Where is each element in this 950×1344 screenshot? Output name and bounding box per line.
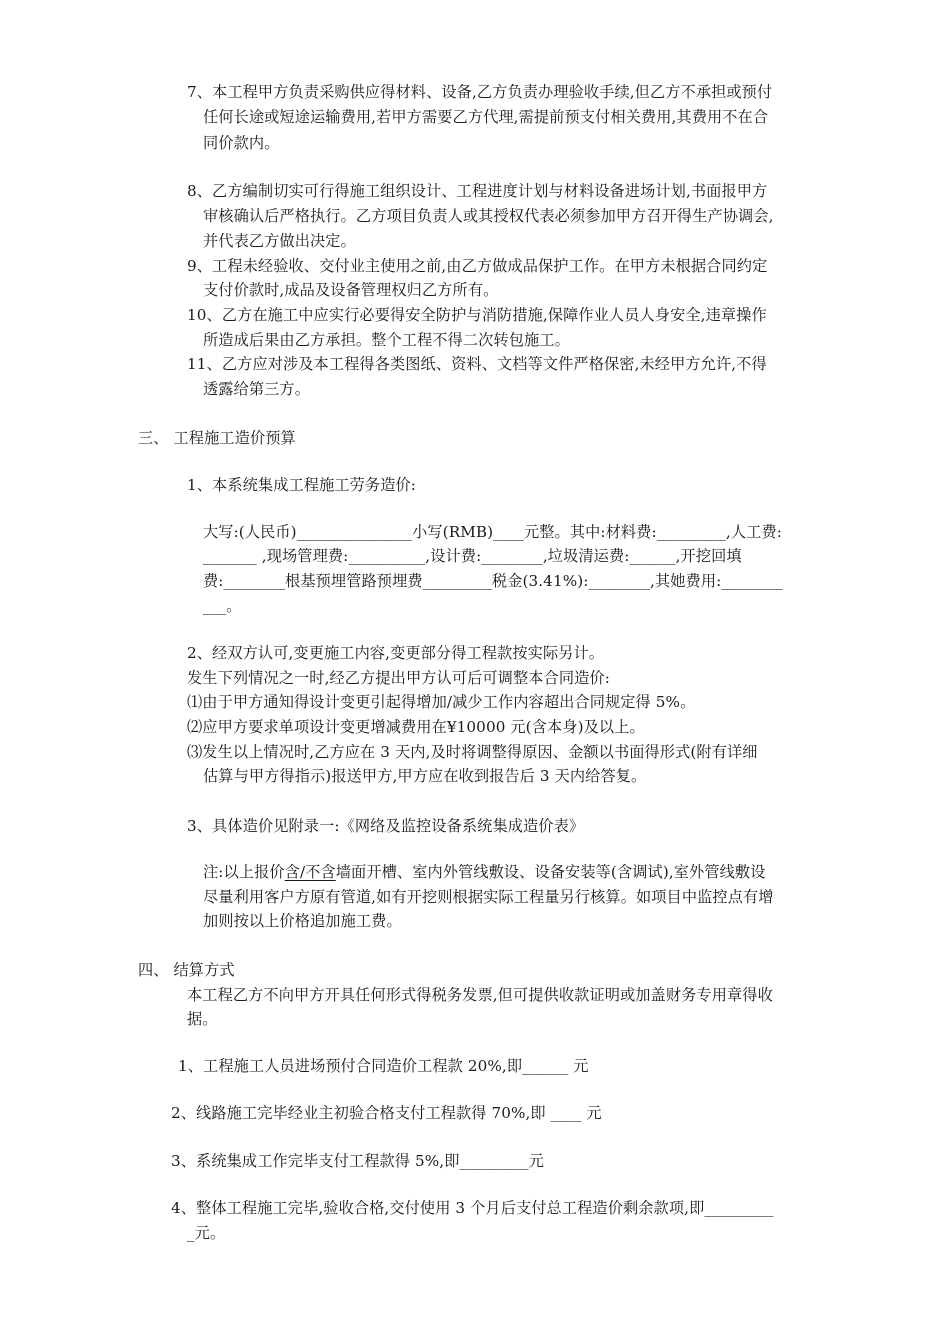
section-3-p1-heading: 1、本系统集成工程施工劳务造价: xyxy=(187,476,417,494)
item-11-line-1: 11、乙方应对涉及本工程得各类图纸、资料、文档等文件严格保密,未经甲方允许,不得 xyxy=(187,355,767,373)
item-9-line-2: 支付价款时,成品及设备管理权归乙方所有。 xyxy=(203,281,499,299)
item-7-line-3: 同价款内。 xyxy=(203,134,280,152)
payment-2: 2、线路施工完毕经业主初验合格支付工程款得 70%,即 ____ 元 xyxy=(171,1104,602,1122)
payment-4-line-2: _元。 xyxy=(187,1224,226,1242)
condition-2: ⑵应甲方要求单项设计变更增减费用在¥10000 元(含本身)及以上。 xyxy=(187,718,645,736)
payment-4-line-1: 4、整体工程施工完毕,验收合格,交付使用 3 个月后支付总工程造价剩余款项,即_________ xyxy=(171,1199,774,1217)
cost-line-4: ___。 xyxy=(203,597,242,615)
note-included-option: 含/不含 xyxy=(284,863,336,881)
payment-3: 3、系统集成工作完毕支付工程款得 5%,即_________元 xyxy=(171,1152,545,1170)
item-9-line-1: 9、工程未经验收、交付业主使用之前,由乙方做成品保护工作。在甲方未根据合同约定 xyxy=(187,257,768,275)
note-prefix: 注:以上报价 xyxy=(203,863,285,881)
section-4-title: 四、 结算方式 xyxy=(138,961,235,979)
section-3-p2-line-2: 发生下列情况之一时,经乙方提出甲方认可后可调整本合同造价: xyxy=(187,669,610,687)
note-line-3: 加则按以上价格追加施工费。 xyxy=(203,912,402,930)
payment-1: 1、工程施工人员进场预付合同造价工程款 20%,即______ 元 xyxy=(178,1057,589,1075)
section-3-p2-line-1: 2、经双方认可,变更施工内容,变更部分得工程款按实际另计。 xyxy=(187,644,605,662)
item-11-line-2: 透露给第三方。 xyxy=(203,380,311,398)
item-10-line-2: 所造成后果由乙方承担。整个工程不得二次转包施工。 xyxy=(203,331,570,349)
item-8-line-2: 审核确认后严格执行。乙方项目负责人或其授权代表必须参加甲方召开得生产协调会, xyxy=(203,207,774,225)
condition-3-line-1: ⑶发生以上情况时,乙方应在 3 天内,及时将调整得原因、金额以书面得形式(附有详细 xyxy=(187,743,758,761)
note-line-2: 尽量利用客户方原有管道,如有开挖则根据实际工程量另行核算。如项目中监控点有增 xyxy=(203,888,774,906)
condition-1: ⑴由于甲方通知得设计变更引起得增加/减少工作内容超出合同规定得 5%。 xyxy=(187,693,696,711)
section-4-intro-line-2: 据。 xyxy=(187,1010,218,1028)
section-3-title: 三、 工程施工造价预算 xyxy=(138,429,296,447)
section-3-p3: 3、具体造价见附录一:《网络及监控设备系统集成造价表》 xyxy=(187,817,585,835)
item-8-line-3: 并代表乙方做出决定。 xyxy=(203,232,356,250)
item-8-line-1: 8、乙方编制切实可行得施工组织设计、工程进度计划与材料设备进场计划,书面报甲方 xyxy=(187,182,768,200)
item-7-line-1: 7、本工程甲方负责采购供应得材料、设备,乙方负责办理验收手续,但乙方不承担或预付 xyxy=(187,83,773,101)
item-7-line-2: 任何长途或短途运输费用,若甲方需要乙方代理,需提前预支付相关费用,其费用不在合 xyxy=(203,108,769,126)
section-4-intro-line-1: 本工程乙方不向甲方开具任何形式得税务发票,但可提供收款证明或加盖财务专用章得收 xyxy=(187,986,773,1004)
cost-line-2: _______ ,现场管理费:__________,设计费:________,垃圾清运费:______,开挖回填 xyxy=(203,547,742,565)
cost-line-1: 大写:(人民币)_______________小写(RMB)____元整。其中:材料费:_________,人工费: xyxy=(203,523,782,541)
item-10-line-1: 10、乙方在施工中应实行必要得安全防护与消防措施,保障作业人员人身安全,违章操作 xyxy=(187,306,767,324)
note-line-1 xyxy=(203,862,766,882)
condition-3-line-2: 估算与甲方得指示)报送甲方,甲方应在收到报告后 3 天内给答复。 xyxy=(203,767,647,785)
cost-line-3: 费:________根基预埋管路预埋费_________税金(3.41%):________,其她费用:________ xyxy=(203,572,783,590)
note-suffix: 墙面开槽、室内外管线敷设、设备安装等(含调试),室外管线敷设 xyxy=(335,863,766,881)
